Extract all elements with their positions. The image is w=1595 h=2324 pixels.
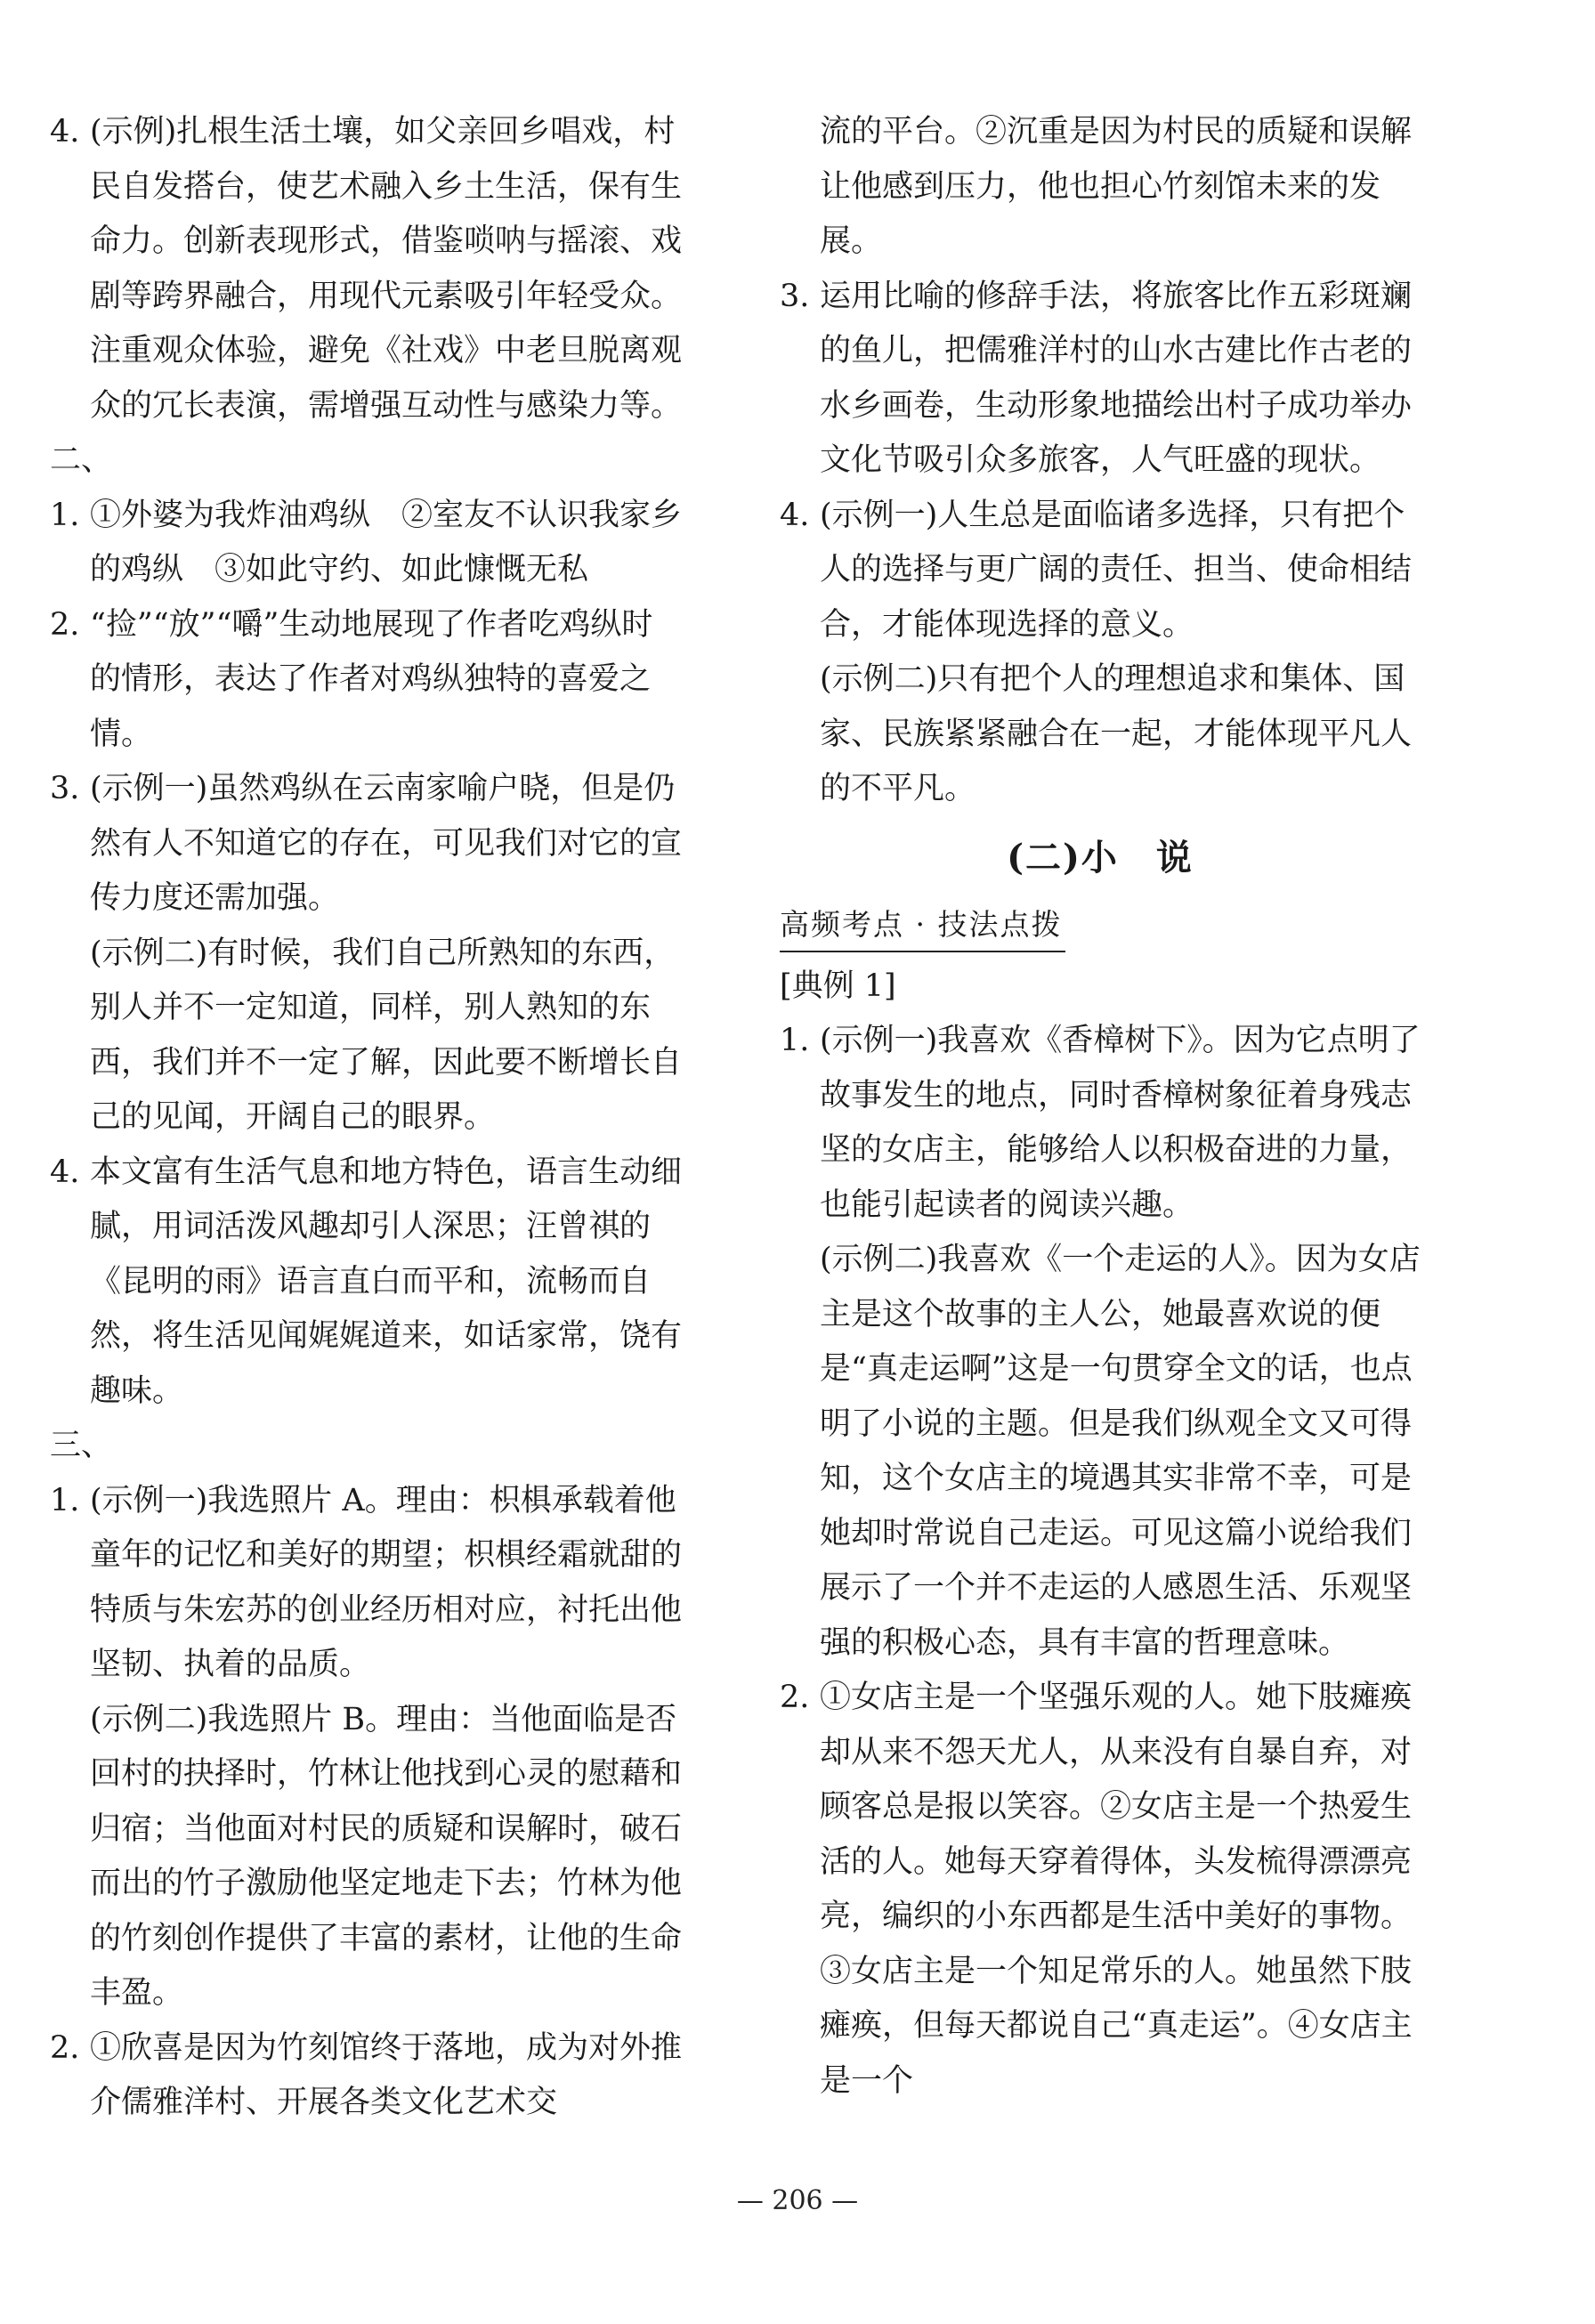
answer-item bbox=[50, 105, 682, 433]
answer-item bbox=[780, 1014, 1421, 1233]
item-number: 4. bbox=[780, 497, 810, 533]
answer-item bbox=[780, 1671, 1421, 2109]
page-number: — 206 — bbox=[736, 2185, 859, 2216]
answer-example: (示例二)有时候，我们自己所熟知的东西，别人并不一定知道，同样，别人熟知的东西，我们并不一定了解，因此要不断增长自己的见闻，开阔自己的眼界。 bbox=[90, 935, 683, 1135]
item-number: 1. bbox=[50, 1482, 80, 1518]
example-tag: [典例 1] bbox=[780, 968, 896, 1004]
item-number: 4. bbox=[50, 1154, 80, 1190]
item-text: ①欣喜是因为竹刻馆终于落地，成为对外推介儒雅洋村、开展各类文化艺术交 bbox=[90, 2029, 683, 2120]
answer-item bbox=[780, 489, 1421, 653]
item-number: 1. bbox=[780, 1023, 810, 1058]
item-text: (示例一)我选照片 A。理由：枳椇承载着他童年的记忆和美好的期望；枳椇经霜就甜的特质与朱宏苏的创业经历相对应，衬托出他坚韧、执着的品质。 bbox=[90, 1482, 683, 1682]
section-label: 三、 bbox=[50, 1428, 113, 1463]
subsection-heading: 高频考点 · 技法点拨 bbox=[780, 901, 1065, 952]
item-text: 运用比喻的修辞手法，将旅客比作五彩斑斓的鱼儿，把儒雅洋村的山水古建比作古老的水乡画卷，生动形象地描绘出村子成功举办文化节吸引众多旅客，人气旺盛的现状。 bbox=[820, 278, 1413, 478]
section-heading: (二)小 说 bbox=[1007, 836, 1194, 879]
answer-item bbox=[780, 270, 1421, 489]
answer-example: (示例二)我选照片 B。理由：当他面临是否回村的抉择时，竹林让他找到心灵的慰藉和归宿；当他面对村民的质疑和误解时，破石而出的竹子激励他坚定地走下去；竹林为他的竹刻创作提供了丰富的素材，让他的生命丰盈。 bbox=[90, 1701, 683, 2011]
item-number: 3. bbox=[780, 278, 810, 314]
item-text: (示例一)虽然鸡纵在云南家喻户晓，但是仍然有人不知道它的存在，可见我们对它的宣传力度还需加强。 bbox=[90, 771, 683, 916]
item-text: ①女店主是一个坚强乐观的人。她下肢瘫痪却从来不怨天尤人，从来没有自暴自弃，对顾客总是报以笑容。②女店主是一个热爱生活的人。她每天穿着得体，头发梳得漂漂亮亮，编织的小东西都是生活中美好的事物。③女店主是一个知足常乐的人。她虽然下肢瘫痪，但每天都说自己“真走运”。④女店主是一个 bbox=[820, 1680, 1413, 2099]
item-number: 2. bbox=[780, 1680, 810, 1715]
item-number: 2. bbox=[50, 606, 80, 643]
answer-continuation: 流的平台。②沉重是因为村民的质疑和误解让他感到压力，他也担心竹刻馆未来的发展。 bbox=[820, 114, 1413, 259]
item-text: (示例)扎根生活土壤，如父亲回乡唱戏，村民自发搭台，使艺术融入乡土生活，保有生命力。创新表现形式，借鉴唢呐与摇滚、戏剧等跨界融合，用现代元素吸引年轻受众。注重观众体验，避免《社戏》中老旦脱离观众的冗长表演，需增强互动性与感染力等。 bbox=[90, 114, 683, 424]
answer-item bbox=[50, 1474, 682, 1693]
answer-example: (示例二)只有把个人的理想追求和集体、国家、民族紧紧融合在一起，才能体现平凡人的不平凡。 bbox=[820, 661, 1413, 806]
item-number: 1. bbox=[50, 497, 80, 533]
item-text: 本文富有生活气息和地方特色，语言生动细腻，用词活泼风趣却引人深思；汪曾祺的《昆明的雨》语言直白而平和，流畅而自然，将生活见闻娓娓道来，如话家常，饶有趣味。 bbox=[90, 1154, 683, 1409]
answer-item bbox=[50, 489, 682, 598]
section-label: 二、 bbox=[50, 442, 113, 478]
left-column bbox=[50, 105, 682, 2131]
item-text: (示例一)我喜欢《香樟树下》。因为它点明了故事发生的地点，同时香樟树象征着身残志坚的女店主，能够给人以积极奋进的力量，也能引起读者的阅读兴趣。 bbox=[820, 1023, 1421, 1223]
answer-item bbox=[50, 1146, 682, 1420]
answer-item bbox=[50, 762, 682, 927]
item-number: 4. bbox=[50, 114, 80, 150]
item-text: ①外婆为我炸油鸡纵 ②室友不认识我家乡的鸡纵 ③如此守约、如此慷慨无私 bbox=[90, 497, 683, 587]
item-text: (示例一)人生总是面临诸多选择，只有把个人的选择与更广阔的责任、担当、使命相结合，才能体现选择的意义。 bbox=[820, 497, 1413, 643]
item-number: 3. bbox=[50, 771, 80, 806]
answer-item bbox=[50, 598, 682, 763]
answer-item bbox=[50, 2021, 682, 2131]
item-number: 2. bbox=[50, 2029, 80, 2066]
item-text: “捡”“放”“嚼”生动地展现了作者吃鸡纵时的情形，表达了作者对鸡纵独特的喜爱之情。 bbox=[90, 606, 653, 752]
answer-example: (示例二)我喜欢《一个走运的人》。因为女店主是这个故事的主人公，她最喜欢说的便是“真走运啊”这是一句贯穿全文的话，也点明了小说的主题。但是我们纵观全文又可得知，这个女店主的境遇其实非常不幸，可是她却时常说自己走运。可见这篇小说给我们展示了一个并不走运的人感恩生活、乐观坚强的积极心态，具有丰富的哲理意味。 bbox=[820, 1242, 1421, 1661]
right-column bbox=[780, 105, 1421, 2109]
